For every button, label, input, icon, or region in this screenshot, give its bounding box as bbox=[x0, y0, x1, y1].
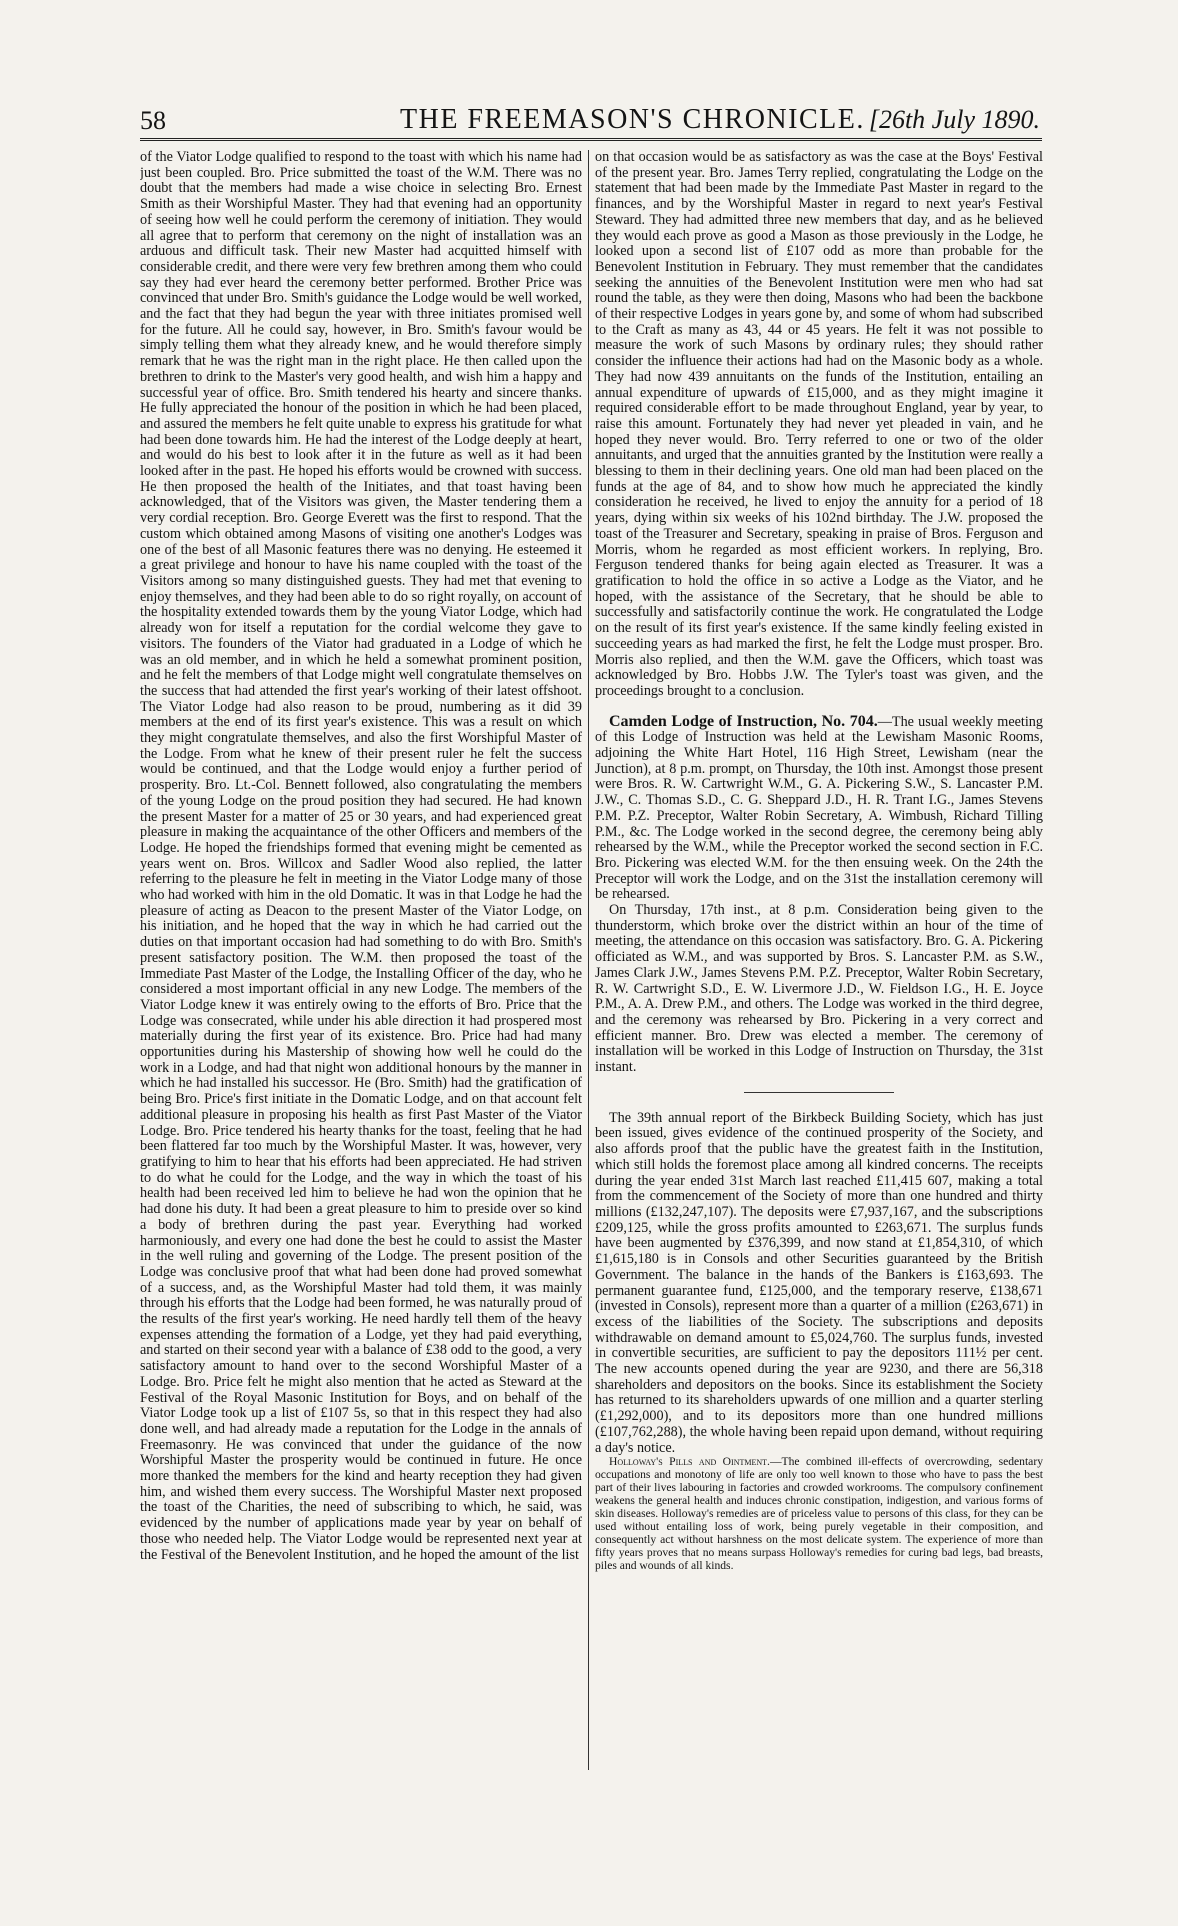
camden-lodge-second-meeting: On Thursday, 17th inst., at 8 p.m. Consideration being given to the thunderstorm, which broke over the district within an hour of the time of meeting, the attendance on this occasion was satisfactory. Bro. G. A. Pickering officiated as W.M., and was supported by Bros. S. Lancaster P.M. as S.W., James Clark J.W., James Stevens P.M. P.Z. Preceptor, Walter Robin Secretary, R. W. Cartwright S.D., E. W. Livermore J.D., W. Fieldson I.G., H. E. Joyce P.M., A. A. Drew P.M., and others. The Lodge was worked in the third degree, and the ceremony was rehearsed by Bro. Pickering in a very correct and efficient manner. Bro. Drew was elected a member. The ceremony of installation will be worked in this Lodge of Instruction on Thursday, the 31st instant. bbox=[595, 902, 1043, 1076]
birkbeck-report: The 39th annual report of the Birkbeck Building Society, which has just been issued, gives evidence of the continued prosperity of the Society, and also affords proof that the public have the greatest faith in the Institution, which still holds the foremost place among all kindred concerns. The receipts during the year ended 31st March last reached £11,415 607, making a total from the commencement of the Society of more than one hundred and thirty millions (£132,247,107). The deposits were £7,937,167, and the subscriptions £209,125, while the gross profits amounted to £263,671. The surplus funds have been augmented by £376,399, and now stand at £1,854,310, of which £1,615,180 is in Consols and other Securities guaranteed by the British Government. The balance in the hands of the Bankers is £163,693. The permanent guarantee fund, £125,000, and the temporary reserve, £138,671 (invested in Consols), represent more than a quarter of a million (£263,671) in excess of the liabilities of the Society. The subscriptions and deposits withdrawable on demand amount to £5,024,760. The surplus funds, invested in convertible securities, are sufficient to pay the depositors 111½ per cent. The new accounts opened during the year are 9230, and there are 56,318 shareholders and depositors on the books. Since its establishment the Society has returned to its shareholders upwards of one million and a quarter sterling (£1,292,000), and to its depositors more than one hundred millions (£107,762,288), the whole having been repaid upon demand, without requiring a day's notice. bbox=[595, 1109, 1043, 1456]
camden-lodge-article bbox=[595, 714, 1043, 903]
page-header bbox=[140, 104, 1040, 140]
holloway-ad-title: Holloway's Pills and Ointment. bbox=[609, 1455, 770, 1469]
viator-report-continuation: of the Viator Lodge qualified to respond to the toast with which his name had just been coupled. Bro. Price submitted the toast of the W.M. There was no doubt that the members had made a wise choice in selecting Bro. Ernest Smith as their Worshipful Master. They had that evening had an opportunity of seeing how well he could perform the ceremony of initiation. They would all agree that to perform that ceremony on the night of installation was an arduous and difficult task. Their new Master had acquitted himself with considerable credit, and there were very few brethren among them who could say they had ever heard the ceremony better performed. Brother Price was convinced that under Bro. Smith's guidance the Lodge would be well worked, and the fact that they had begun the year with three initiates promised well for the future. All he could say, however, in Bro. Smith's favour would be simply telling them what they already knew, and he would therefore simply remark that he was the right man in the right place. He then called upon the brethren to drink to the Master's very good health, and wish him a happy and successful year of office. Bro. Smith tendered his hearty and sincere thanks. He fully appreciated the honour of the position in which he had been placed, and assured the members he felt quite unable to express his gratitude for what had been done towards him. He had the interest of the Lodge deeply at heart, and would do his best to look after it in the future as well as it had been looked after in the past. He hoped his efforts would be crowned with success. He then proposed the health of the Initiates, and that toast having been acknowledged, that of the Visitors was given, the Master tendering them a very cordial reception. Bro. George Everett was the first to respond. That the custom which obtained among Masons of visiting one another's Lodges was one of the best of all Masonic features there was no denying. He esteemed it a great privilege and honour to have his name coupled with the toast of the Visitors among so many distinguished guests. They had met that evening to enjoy themselves, and they had been able to do so right royally, on account of the hospitality extended towards them by the young Viator Lodge, which had already won for itself a reputation for the cordial welcome they gave to visitors. The founders of the Viator had graduated in a Lodge of which he was an old member, and in which he held a somewhat prominent position, and he felt the members of that Lodge might well congratulate themselves on the success that had attended the first year's working of their latest offshoot. The Viator Lodge had also reason to be proud, numbering as it did 39 members at the end of its first year's existence. This was a result on which they might congratulate themselves, and also the first Worshipful Master of the Lodge. From what he knew of their present ruler he felt the success would be continued, and that the Lodge would enjoy a further period of prosperity. Bro. Lt.-Col. Bennett followed, also congratulating the members of the young Lodge on the proud position they had secured. He had known the present Master for a matter of 25 or 30 years, and had experienced great pleasure in making the acquaintance of the other Officers and members of the Lodge. He hoped the friendships formed that evening might be cemented as years went on. Bros. Willcox and Sadler Wood also replied, the latter referring to the pleasure he felt in meeting in the Viator Lodge many of those who had worked with him in the old Domatic. It was in that Lodge he had the pleasure of acting as Deacon to the present Master of the Viator Lodge, on his initiation, and he hoped that the way in which he had carried out the duties on that important occasion had had something to do with Bro. Smith's present satisfactory position. The W.M. then proposed the toast of the Immediate Past Master of the Lodge, the Installing Officer of the day, who he considered a most important official in any new Lodge. The members of the Viator Lodge knew it was entirely owing to the efforts of Bro. Price that the Lodge was consecrated, while under his able direction it had prospered most materially during the first year of its existence. Bro. Price had had many opportunities during his Mastership of showing how well he could do the work in a Lodge, and had that night won additional honours by the manner in which he had installed his successor. He (Bro. Smith) had the gratification of being Bro. Price's first initiate in the Domatic Lodge, and on that account felt additional pleasure in proposing his health as first Past Master of the Viator Lodge. Bro. Price tendered his hearty thanks for the toast, feeling that he had been flattered far too much by the Worshipful Master. It was, however, very gratifying to him to hear that his efforts had been appreciated. He had striven to do what he could for the Lodge, and the way in which the toast of his health had been received led him to believe he had won the opinion that he had done his duty. It had been a great pleasure to him to preside over so kind a body of brethren during the past year. Everything had worked harmoniously, and every one had done the best he could to assist the Master in the well ruling and governing of the Lodge. The present position of the Lodge was conclusive proof that what had been done had proved somewhat of a success, and, as the Worshipful Master had told them, it was mainly through his efforts that the Lodge had been formed, he was naturally proud of the results of the first year's working. He need hardly tell them of the heavy expenses attending the formation of a Lodge, yet they had paid everything, and started on their second year with a balance of £38 odd to the good, a very satisfactory amount to hand over to the second Worshipful Master of a Lodge. Bro. Price felt he might also mention that he acted as Steward at the Festival of the Royal Masonic Institution for Boys, and on behalf of the Viator Lodge took up a list of £107 5s, so that in this respect they had also done well, and had already made a reputation for the Lodge in the annals of Freemasonry. He was convinced that under the guidance of the now Worshipful Master the prosperity would be continued in future. He once more thanked the members for the kind and hearty reception they had given him, and wished them every success. The Worshipful Master next proposed the toast of the Charities, the need of subscribing to which, he said, was evidenced by the number of applications made year by year on behalf of those who needed help. The Viator Lodge would be represented next year at the Festival of the Benevolent Institution, and he hoped the amount of the list bbox=[140, 150, 582, 1563]
camden-lodge-heading: Camden Lodge of Instruction, No. 704. bbox=[609, 712, 878, 730]
column-divider bbox=[588, 150, 589, 1770]
holloway-ad-text: —The combined ill-effects of overcrowding, sedentary occupations and monotony of life are only too well known to those who have to pass the best part of their lives labouring in factories and crowded workrooms. The compulsory confinement weakens the general health and induces chronic constipation, indigestion, and various forms of skin diseases. Holloway's remedies are of priceless value to persons of this class, for they can be used without entailing loss of work, being purely vegetable in their composition, and consequently act without harshness on the most delicate system. The experience of more than fifty years proves that no means surpass Holloway's remedies for curing bad legs, bad breasts, piles and wounds of all kinds. bbox=[595, 1455, 1043, 1572]
article-separator bbox=[744, 1092, 894, 1093]
issue-date: [26th July 1890. bbox=[868, 105, 1040, 134]
holloway-advertisement bbox=[595, 1456, 1043, 1572]
right-column bbox=[595, 150, 1043, 1910]
left-column bbox=[140, 150, 582, 1910]
viator-report-end: on that occasion would be as satisfactory as was the case at the Boys' Festival of the present year. Bro. James Terry replied, congratulating the Lodge on the statement that had been made by the Immediate Past Master in regard to the finances, and by the Worshipful Master in regard to next year's Festival Steward. They had admitted three new members that day, and as he believed they would each prove as good a Mason as those previously in the Lodge, he looked upon a second list of £107 odd as more than probable for the Benevolent Institution in February. They must remember that the candidates seeking the annuities of the Benevolent Institution were men who had sat round the table, as they were then doing, Masons who had been the backbone of their respective Lodges in years gone by, and some of whom had subscribed to the Craft as many as 43, 44 or 45 years. He felt it was not possible to measure the work of such Masons by ordinary rules; they should rather consider the influence their actions had had on the Masonic body as a whole. They had now 439 annuitants on the funds of the Institution, entailing an annual expenditure of upwards of £15,000, and as they might imagine it required considerable effort to be made throughout England, year by year, to raise this amount. Fortunately they had never yet pleaded in vain, and he hoped they never would. Bro. Terry referred to one or two of the older annuitants, and urged that the annuities granted by the Institution were really a blessing to them in their declining years. One old man had been placed on the funds at the age of 84, and to show how much he appreciated the kindly consideration he received, he lived to enjoy the annuity for a period of 18 years, dying within six weeks of his 102nd birthday. The J.W. proposed the toast of the Treasurer and Secretary, speaking in praise of Bros. Ferguson and Morris, whom he regarded as most efficient workers. In replying, Bro. Ferguson tendered thanks for being again elected as Treasurer. It was a gratification to hold the office in so active a Lodge as the Viator, and he hoped, with the assistance of the Secretary, that he should be able to successfully and satisfactorily continue the work. He congratulated the Lodge on the result of its first year's existence. If the same kindly feeling existed in succeeding years as had marked the first, he felt the Lodge must prosper. Bro. Morris also replied, and then the W.M. gave the Officers, which toast was acknowledged by Bro. Hobbs J.W. The Tyler's toast was given, and the proceedings brought to a conclusion. bbox=[595, 150, 1043, 699]
publication-title: THE FREEMASON'S CHRONICLE. bbox=[400, 104, 865, 135]
header-rule bbox=[140, 138, 1042, 141]
page-number: 58 bbox=[140, 106, 166, 135]
camden-lodge-text: —The usual weekly meeting of this Lodge of Instruction was held at the Lewisham Masonic Rooms, adjoining the White Hart Hotel, 116 High Street, Lewisham (near the Junction), at 8 p.m. prompt, on Thursday, the 10th inst. Amongst those present were Bros. R. W. Cartwright W.M., G. A. Pickering S.W., S. Lancaster P.M. J.W., C. Thomas S.D., C. G. Sheppard J.D., H. R. Trant I.G., James Stevens P.M. P.Z. Preceptor, Walter Robin Secretary, A. Wimbush, Richard Tilling P.M., &c. The Lodge worked in the second degree, the ceremony being ably rehearsed by the W.M., while the Preceptor worked the second section in F.C. Bro. Pickering was elected W.M. for the then ensuing week. On the 24th the Preceptor will work the Lodge, and on the 31st the installation ceremony will be rehearsed. bbox=[595, 713, 1043, 903]
